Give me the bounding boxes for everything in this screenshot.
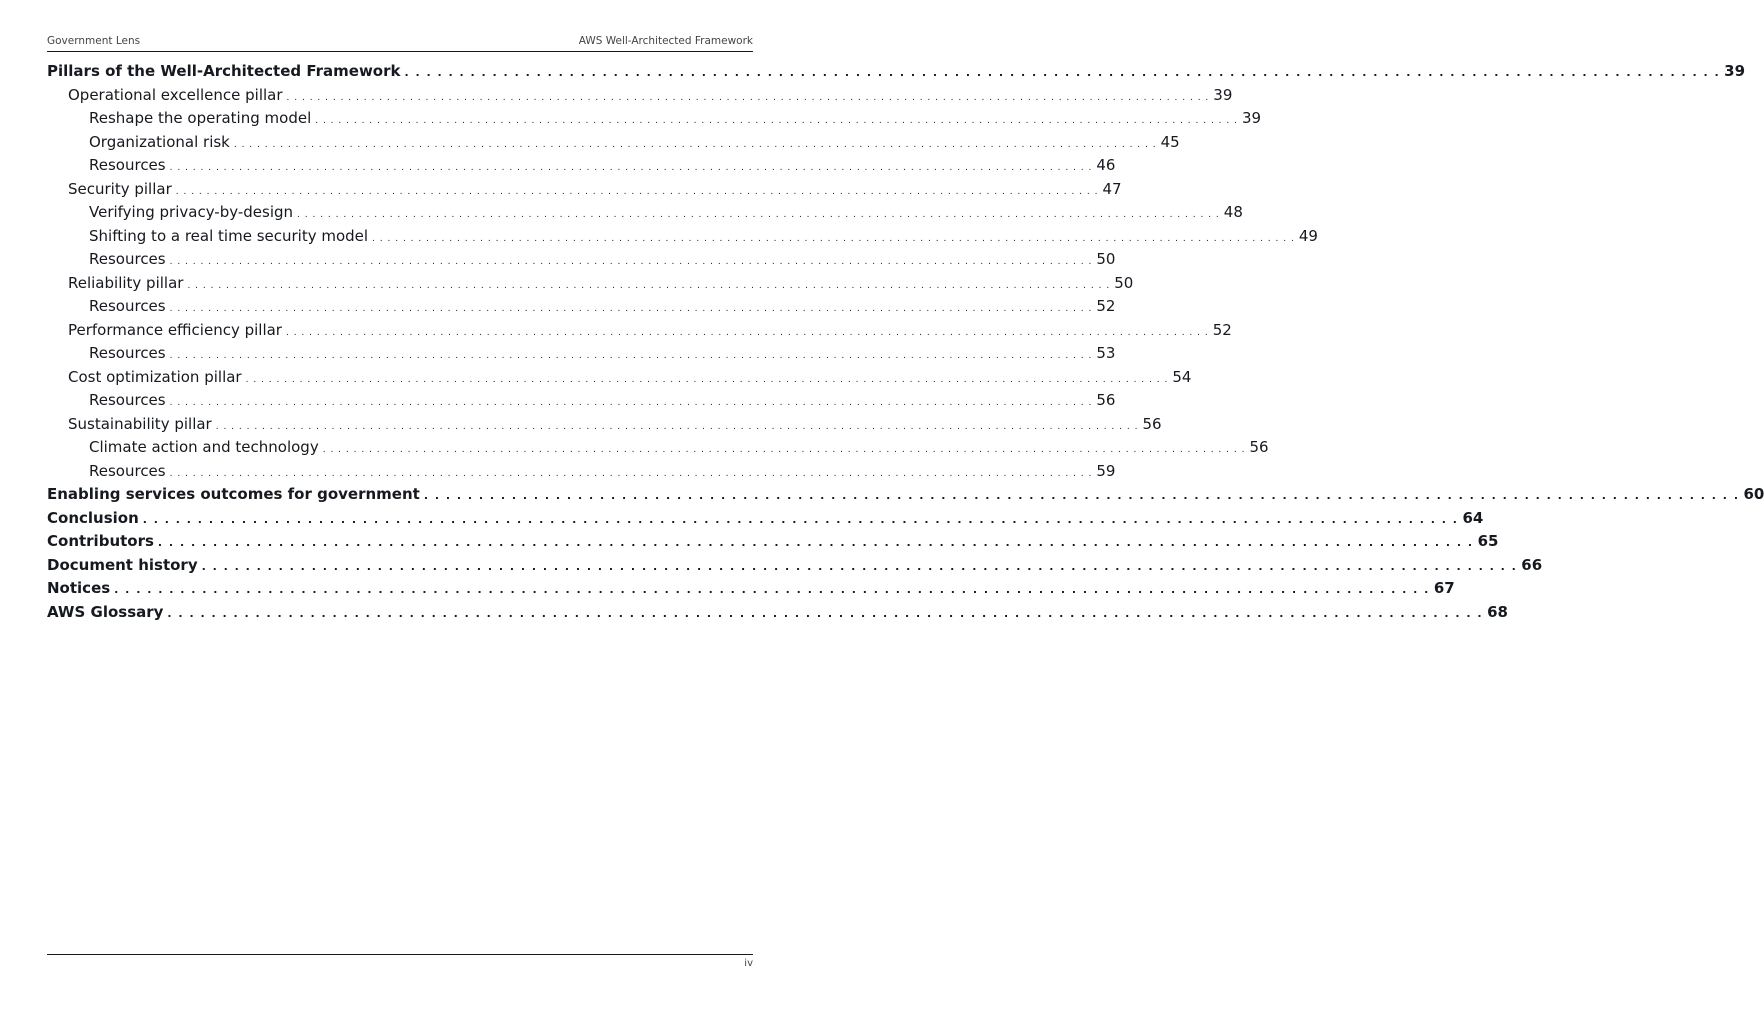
- running-header: [47, 35, 753, 51]
- toc-entry[interactable]: [47, 577, 1455, 601]
- toc-entry-title[interactable]: Operational excellence pillar: [68, 84, 287, 108]
- toc-leader-dots: . . . . . . . . . . . . . . . . . . . . . . . . . . . . . . . . . . . . . . . . . . . . . . . . . . . . . . . . . . . . . . . . . . . . . . . . . . . . . . . . . . . . . . . . . . . . . . . . . . . . . . . . . . . . . . . . . . . . . . . .: [201, 559, 1518, 573]
- toc-entry-page[interactable]: 48: [1223, 203, 1243, 221]
- toc-entry-title[interactable]: Notices: [47, 577, 114, 601]
- footer-divider: [47, 954, 753, 955]
- toc-leader-dots: . . . . . . . . . . . . . . . . . . . . . . . . . . . . . . . . . . . . . . . . . . . . . . . . . . . . . . . . . . . . . . . . . . . . . . . . . . . . . . . . . . . . . . . . . . . . . . . . . . . . . . . . . . . . . . . . . . . . . . . .: [187, 280, 1111, 291]
- toc-entry-title[interactable]: AWS Glossary: [47, 601, 167, 625]
- toc-entry[interactable]: [47, 225, 1318, 249]
- toc-entry-title[interactable]: Enabling services outcomes for government: [47, 483, 424, 507]
- toc-entry-title[interactable]: Conclusion: [47, 507, 143, 531]
- toc-leader-dots: . . . . . . . . . . . . . . . . . . . . . . . . . . . . . . . . . . . . . . . . . . . . . . . . . . . . . . . . . . . . . . . . . . . . . . . . . . . . . . . . . . . . . . . . . . . . . . . . . . . . . . . . . . . . . . . . . . . . . . . .: [215, 421, 1139, 432]
- toc-entry-page[interactable]: 54: [1172, 367, 1192, 386]
- toc-entry[interactable]: [47, 84, 1233, 108]
- toc-leader-dots: . . . . . . . . . . . . . . . . . . . . . . . . . . . . . . . . . . . . . . . . . . . . . . . . . . . . . . . . . . . . . . . . . . . . . . . . . . . . . . . . . . . . . . . . . . . . . . . . . . . . . . . . . . . . . . . . . . . . . . . .: [233, 139, 1157, 150]
- toc-leader-dots: . . . . . . . . . . . . . . . . . . . . . . . . . . . . . . . . . . . . . . . . . . . . . . . . . . . . . . . . . . . . . . . . . . . . . . . . . . . . . . . . . . . . . . . . . . . . . . . . . . . . . . . . . . . . . . . . . . . . . . . .: [372, 233, 1295, 244]
- toc-entry-page[interactable]: 68: [1487, 602, 1508, 621]
- toc-leader-dots: . . . . . . . . . . . . . . . . . . . . . . . . . . . . . . . . . . . . . . . . . . . . . . . . . . . . . . . . . . . . . . . . . . . . . . . . . . . . . . . . . . . . . . . . . . . . . . . . . . . . . . . . . . . . . . . . . . . . . . . .: [286, 92, 1210, 103]
- toc-entry-title[interactable]: Resources: [89, 389, 170, 413]
- toc-entry-title[interactable]: Resources: [89, 460, 170, 484]
- toc-entry[interactable]: [47, 507, 1484, 531]
- page-number: iv: [744, 958, 753, 969]
- toc-entry-page[interactable]: 39: [1724, 62, 1746, 80]
- toc-entry-page[interactable]: 56: [1142, 414, 1162, 433]
- toc-entry[interactable]: [47, 295, 1116, 319]
- toc-entry[interactable]: [47, 60, 1746, 84]
- document-title: Government Lens: [47, 35, 141, 47]
- toc-entry[interactable]: [47, 131, 1180, 155]
- toc-entry-page[interactable]: 64: [1462, 508, 1484, 527]
- toc-entry-page[interactable]: 47: [1102, 179, 1122, 198]
- toc-leader-dots: . . . . . . . . . . . . . . . . . . . . . . . . . . . . . . . . . . . . . . . . . . . . . . . . . . . . . . . . . . . . . . . . . . . . . . . . . . . . . . . . . . . . . . . . . . . . . . . . . . . . . . . . . . . . . . . . . . . . . . . .: [245, 374, 1169, 385]
- toc-leader-dots: . . . . . . . . . . . . . . . . . . . . . . . . . . . . . . . . . . . . . . . . . . . . . . . . . . . . . . . . . . . . . . . . . . . . . . . . . . . . . . . . . . . . . . . . . . . . . . . . . . . . . . . . . . . . . . . . . . . . . . . .: [157, 536, 1474, 549]
- toc-entry[interactable]: [47, 413, 1162, 437]
- toc-entry-title[interactable]: Reshape the operating model: [89, 107, 315, 131]
- toc-leader-dots: . . . . . . . . . . . . . . . . . . . . . . . . . . . . . . . . . . . . . . . . . . . . . . . . . . . . . . . . . . . . . . . . . . . . . . . . . . . . . . . . . . . . . . . . . . . . . . . . . . . . . . . . . . . . . . . . . . . . . . . .: [142, 512, 1459, 526]
- toc-entry[interactable]: [47, 389, 1116, 413]
- toc-entry-page[interactable]: 52: [1212, 320, 1232, 339]
- toc-leader-dots: . . . . . . . . . . . . . . . . . . . . . . . . . . . . . . . . . . . . . . . . . . . . . . . . . . . . . . . . . . . . . . . . . . . . . . . . . . . . . . . . . . . . . . . . . . . . . . . . . . . . . . . . . . . . . . . . . . . . . . . .: [167, 606, 1484, 620]
- toc-entry[interactable]: [47, 342, 1116, 366]
- header-divider: [47, 51, 753, 52]
- toc-entry-title[interactable]: Security pillar: [68, 178, 176, 202]
- toc-leader-dots: . . . . . . . . . . . . . . . . . . . . . . . . . . . . . . . . . . . . . . . . . . . . . . . . . . . . . . . . . . . . . . . . . . . . . . . . . . . . . . . . . . . . . . . . . . . . . . . . . . . . . . . . . . . . . . . . . . . . . . . .: [175, 186, 1099, 197]
- toc-entry-title[interactable]: Verifying privacy-by-design: [89, 201, 297, 225]
- toc-entry-page[interactable]: 59: [1096, 461, 1116, 480]
- framework-title: AWS Well-Architected Framework: [578, 35, 753, 47]
- toc-leader-dots: . . . . . . . . . . . . . . . . . . . . . . . . . . . . . . . . . . . . . . . . . . . . . . . . . . . . . . . . . . . . . . . . . . . . . . . . . . . . . . . . . . . . . . . . . . . . . . . . . . . . . . . . . . . . . . . . . . . . . . . .: [285, 327, 1209, 338]
- toc-entry-title[interactable]: Pillars of the Well-Architected Framework: [47, 60, 404, 84]
- toc-entry-title[interactable]: Resources: [89, 154, 170, 178]
- toc-entry-title[interactable]: Resources: [89, 248, 170, 272]
- toc-entry-page[interactable]: 39: [1241, 109, 1262, 127]
- toc-entry-page[interactable]: 39: [1213, 85, 1233, 104]
- toc-entry[interactable]: [47, 460, 1116, 484]
- toc-entry-title[interactable]: Contributors: [47, 530, 158, 554]
- toc-leader-dots: . . . . . . . . . . . . . . . . . . . . . . . . . . . . . . . . . . . . . . . . . . . . . . . . . . . . . . . . . . . . . . . . . . . . . . . . . . . . . . . . . . . . . . . . . . . . . . . . . . . . . . . . . . . . . . . . . . . . . . . .: [404, 66, 1721, 79]
- toc-entry[interactable]: [47, 319, 1232, 343]
- toc-leader-dots: . . . . . . . . . . . . . . . . . . . . . . . . . . . . . . . . . . . . . . . . . . . . . . . . . . . . . . . . . . . . . . . . . . . . . . . . . . . . . . . . . . . . . . . . . . . . . . . . . . . . . . . . . . . . . . . . . . . . . . . .: [169, 257, 1093, 267]
- toc-entry[interactable]: [47, 178, 1122, 202]
- toc-entry-title[interactable]: Sustainability pillar: [68, 413, 216, 437]
- toc-entry-title[interactable]: Shifting to a real time security model: [89, 225, 372, 249]
- toc-entry-page[interactable]: 45: [1160, 132, 1180, 151]
- toc-entry[interactable]: [47, 530, 1499, 554]
- toc-entry[interactable]: [47, 366, 1192, 390]
- toc-entry-title[interactable]: Cost optimization pillar: [68, 366, 246, 390]
- toc-entry[interactable]: [47, 483, 1764, 507]
- toc-entry[interactable]: [47, 107, 1262, 131]
- toc-entry-page[interactable]: 66: [1521, 555, 1543, 574]
- toc-entry[interactable]: [47, 436, 1269, 460]
- toc-entry-title[interactable]: Performance efficiency pillar: [68, 319, 286, 343]
- toc-entry-title[interactable]: Climate action and technology: [89, 436, 323, 460]
- toc-leader-dots: . . . . . . . . . . . . . . . . . . . . . . . . . . . . . . . . . . . . . . . . . . . . . . . . . . . . . . . . . . . . . . . . . . . . . . . . . . . . . . . . . . . . . . . . . . . . . . . . . . . . . . . . . . . . . . . . . . . . . . . .: [169, 351, 1093, 361]
- toc-entry[interactable]: [47, 248, 1116, 272]
- toc-entry-title[interactable]: Resources: [89, 295, 170, 319]
- toc-entry[interactable]: [47, 154, 1116, 178]
- toc-leader-dots: . . . . . . . . . . . . . . . . . . . . . . . . . . . . . . . . . . . . . . . . . . . . . . . . . . . . . . . . . . . . . . . . . . . . . . . . . . . . . . . . . . . . . . . . . . . . . . . . . . . . . . . . . . . . . . . . . . . . . . . .: [114, 583, 1430, 596]
- toc-entry[interactable]: [47, 272, 1134, 296]
- toc-entry-page[interactable]: 50: [1096, 250, 1116, 268]
- toc-entry-title[interactable]: Resources: [89, 342, 170, 366]
- toc-leader-dots: . . . . . . . . . . . . . . . . . . . . . . . . . . . . . . . . . . . . . . . . . . . . . . . . . . . . . . . . . . . . . . . . . . . . . . . . . . . . . . . . . . . . . . . . . . . . . . . . . . . . . . . . . . . . . . . . . . . . . . . .: [322, 445, 1246, 455]
- toc-entry-page[interactable]: 49: [1298, 226, 1318, 245]
- toc-entry-page[interactable]: 46: [1096, 156, 1116, 174]
- toc-leader-dots: . . . . . . . . . . . . . . . . . . . . . . . . . . . . . . . . . . . . . . . . . . . . . . . . . . . . . . . . . . . . . . . . . . . . . . . . . . . . . . . . . . . . . . . . . . . . . . . . . . . . . . . . . . . . . . . . . . . . . . . .: [423, 489, 1740, 502]
- toc-leader-dots: . . . . . . . . . . . . . . . . . . . . . . . . . . . . . . . . . . . . . . . . . . . . . . . . . . . . . . . . . . . . . . . . . . . . . . . . . . . . . . . . . . . . . . . . . . . . . . . . . . . . . . . . . . . . . . . . . . . . . . . .: [169, 398, 1093, 408]
- toc-entry-title[interactable]: Document history: [47, 554, 202, 578]
- toc-leader-dots: . . . . . . . . . . . . . . . . . . . . . . . . . . . . . . . . . . . . . . . . . . . . . . . . . . . . . . . . . . . . . . . . . . . . . . . . . . . . . . . . . . . . . . . . . . . . . . . . . . . . . . . . . . . . . . . . . . . . . . . .: [169, 163, 1093, 173]
- toc-entry-page[interactable]: 53: [1096, 344, 1116, 362]
- toc-entry-page[interactable]: 50: [1114, 273, 1134, 292]
- toc-entry-page[interactable]: 67: [1433, 579, 1455, 597]
- toc-entry[interactable]: [47, 554, 1543, 578]
- table-of-contents: [47, 60, 1764, 624]
- toc-entry-page[interactable]: 52: [1096, 297, 1116, 315]
- toc-leader-dots: . . . . . . . . . . . . . . . . . . . . . . . . . . . . . . . . . . . . . . . . . . . . . . . . . . . . . . . . . . . . . . . . . . . . . . . . . . . . . . . . . . . . . . . . . . . . . . . . . . . . . . . . . . . . . . . . . . . . . . . .: [169, 304, 1093, 314]
- toc-entry[interactable]: [47, 601, 1508, 625]
- toc-leader-dots: . . . . . . . . . . . . . . . . . . . . . . . . . . . . . . . . . . . . . . . . . . . . . . . . . . . . . . . . . . . . . . . . . . . . . . . . . . . . . . . . . . . . . . . . . . . . . . . . . . . . . . . . . . . . . . . . . . . . . . . .: [297, 210, 1220, 220]
- toc-entry-title[interactable]: Reliability pillar: [68, 272, 187, 296]
- toc-leader-dots: . . . . . . . . . . . . . . . . . . . . . . . . . . . . . . . . . . . . . . . . . . . . . . . . . . . . . . . . . . . . . . . . . . . . . . . . . . . . . . . . . . . . . . . . . . . . . . . . . . . . . . . . . . . . . . . . . . . . . . . .: [169, 468, 1093, 479]
- toc-entry-page[interactable]: 60: [1743, 485, 1764, 503]
- toc-entry-page[interactable]: 56: [1096, 391, 1116, 409]
- toc-entry[interactable]: [47, 201, 1243, 225]
- toc-entry-page[interactable]: 65: [1477, 532, 1499, 550]
- toc-entry-page[interactable]: 56: [1249, 438, 1269, 456]
- toc-entry-title[interactable]: Organizational risk: [89, 131, 234, 155]
- toc-leader-dots: . . . . . . . . . . . . . . . . . . . . . . . . . . . . . . . . . . . . . . . . . . . . . . . . . . . . . . . . . . . . . . . . . . . . . . . . . . . . . . . . . . . . . . . . . . . . . . . . . . . . . . . . . . . . . . . . . . . . . . . .: [315, 116, 1238, 126]
